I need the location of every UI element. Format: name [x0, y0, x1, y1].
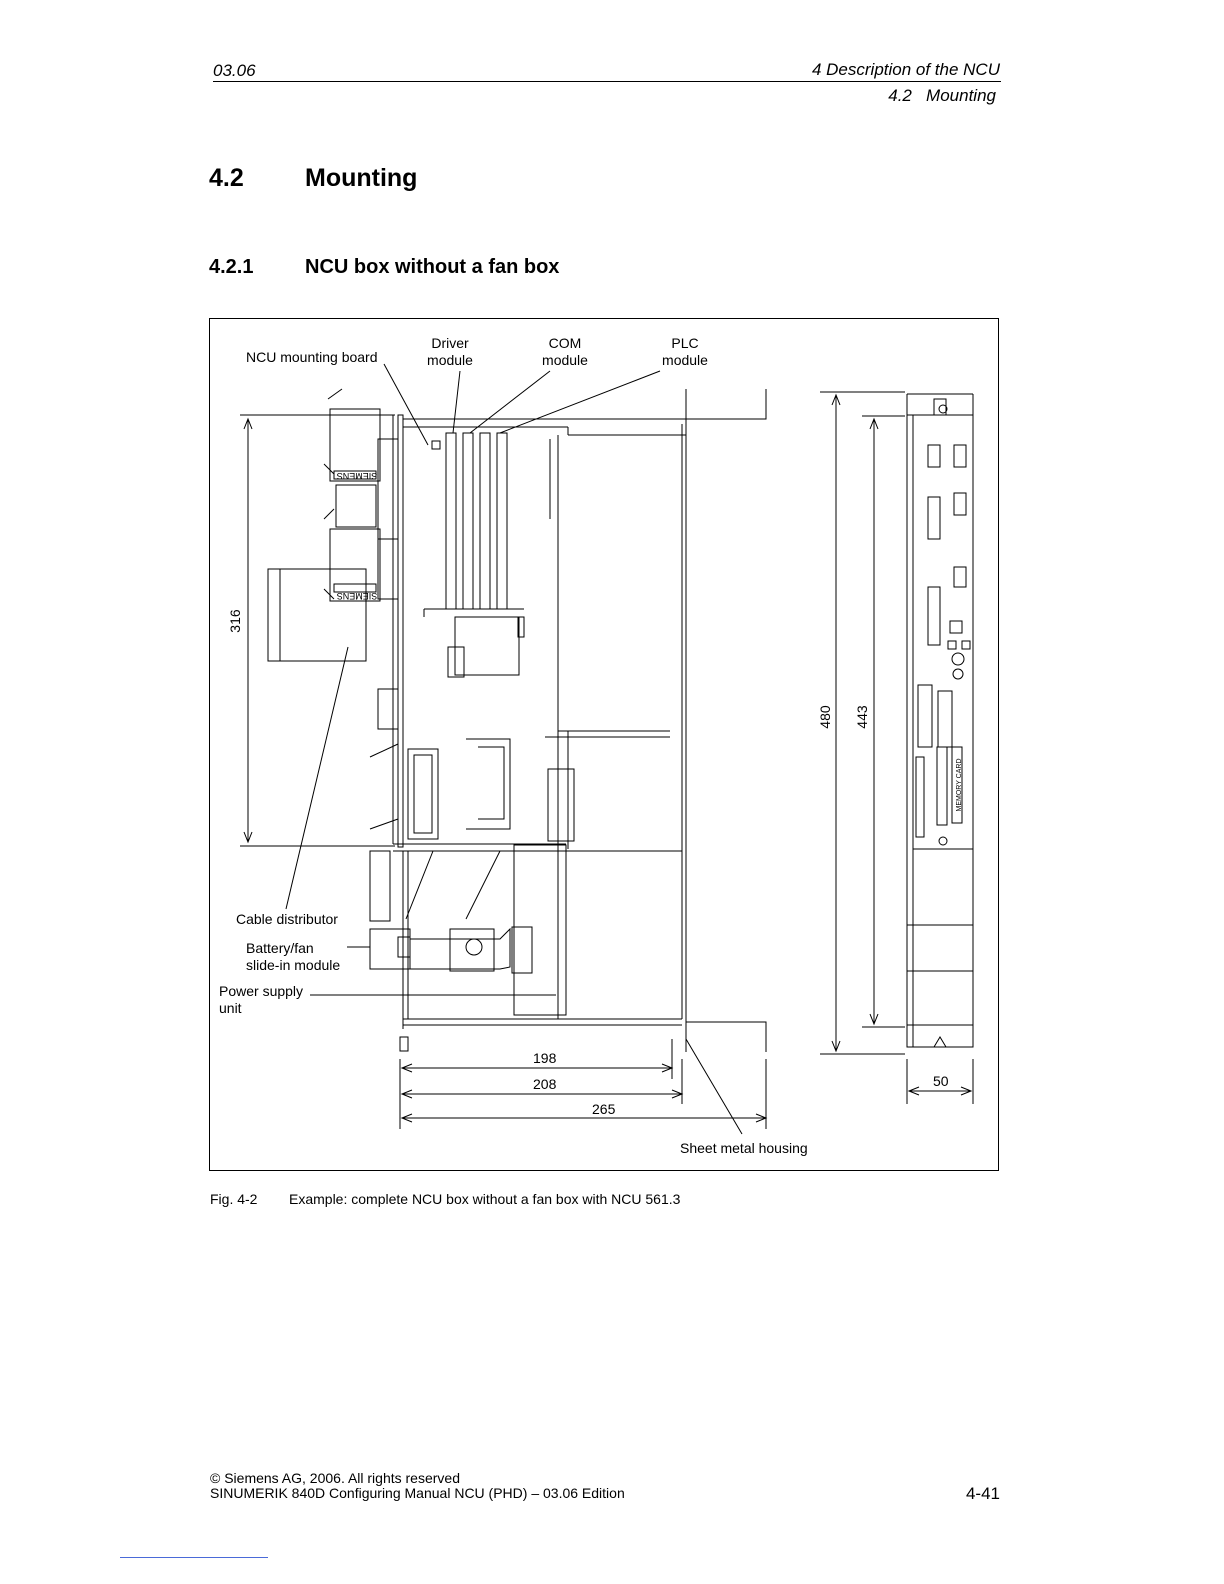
label-plc-line1: PLC [671, 335, 699, 351]
memory-card-slot [937, 747, 947, 825]
mounting-board-shape [398, 415, 403, 847]
label-driver-line1: Driver [431, 335, 469, 351]
dim-198: 198 [533, 1050, 557, 1066]
footer-copyright: © Siemens AG, 2006. All rights reserved [210, 1470, 460, 1486]
label-plc-line2: module [662, 352, 708, 368]
label-com-module [535, 335, 595, 369]
label-ncu-mounting-board: NCU mounting board [246, 349, 378, 365]
label-cable-distributor: Cable distributor [236, 911, 338, 927]
label-sheet-metal-housing: Sheet metal housing [680, 1140, 808, 1156]
footnote-rule [120, 1557, 268, 1558]
dim-480: 480 [817, 705, 833, 729]
label-battery-line2: slide-in module [246, 957, 341, 973]
memory-card-text: MEMORY CARD [956, 758, 963, 812]
label-power-line2: unit [219, 1000, 242, 1016]
dim-443: 443 [854, 705, 870, 729]
subsection-number: 4.2.1 [209, 256, 254, 278]
figure-caption-number: Fig. 4-2 [210, 1191, 258, 1207]
com-slot-2 [480, 433, 490, 609]
label-com-line1: COM [548, 335, 582, 351]
section-number: 4.2 [209, 164, 244, 192]
dim-208: 208 [533, 1076, 557, 1092]
header-chapter: 4 Description of the NCU [811, 60, 1000, 79]
memory-module-shape [548, 769, 574, 841]
dim-50: 50 [933, 1073, 949, 1089]
battery-fan-shape [370, 929, 410, 969]
label-driver-line2: module [427, 352, 473, 368]
header-edition: 03.06 [213, 61, 256, 80]
label-power-line1: Power supply [219, 983, 304, 999]
label-driver-module [420, 335, 480, 369]
siemens-mark-2: SIEMENS [336, 591, 378, 601]
dim-316: 316 [227, 609, 243, 633]
label-power-supply [219, 983, 303, 1017]
plc-slot [497, 433, 507, 609]
figure-frame [209, 318, 999, 1171]
footer-manual: SINUMERIK 840D Configuring Manual NCU (PHD) – 03.06 Edition [210, 1485, 625, 1501]
com-slot-1 [463, 433, 473, 609]
section-title: Mounting [305, 164, 418, 192]
page-number: 4-41 [965, 1484, 1000, 1503]
driver-slot [446, 433, 456, 609]
label-battery-line1: Battery/fan [246, 940, 314, 956]
ncu-box-drawing [210, 319, 998, 1170]
header-rule [213, 81, 1001, 82]
label-battery-fan [246, 940, 340, 974]
cable-distributor-shape [268, 569, 366, 661]
header-section: 4.2 Mounting [888, 86, 996, 105]
label-plc-module [655, 335, 715, 369]
figure-caption-text: Example: complete NCU box without a fan box with NCU 561.3 [289, 1191, 681, 1207]
siemens-mark-1: SIEMENS [336, 471, 378, 481]
label-com-line2: module [542, 352, 588, 368]
dim-265: 265 [592, 1101, 616, 1117]
subsection-title: NCU box without a fan box [305, 256, 560, 278]
